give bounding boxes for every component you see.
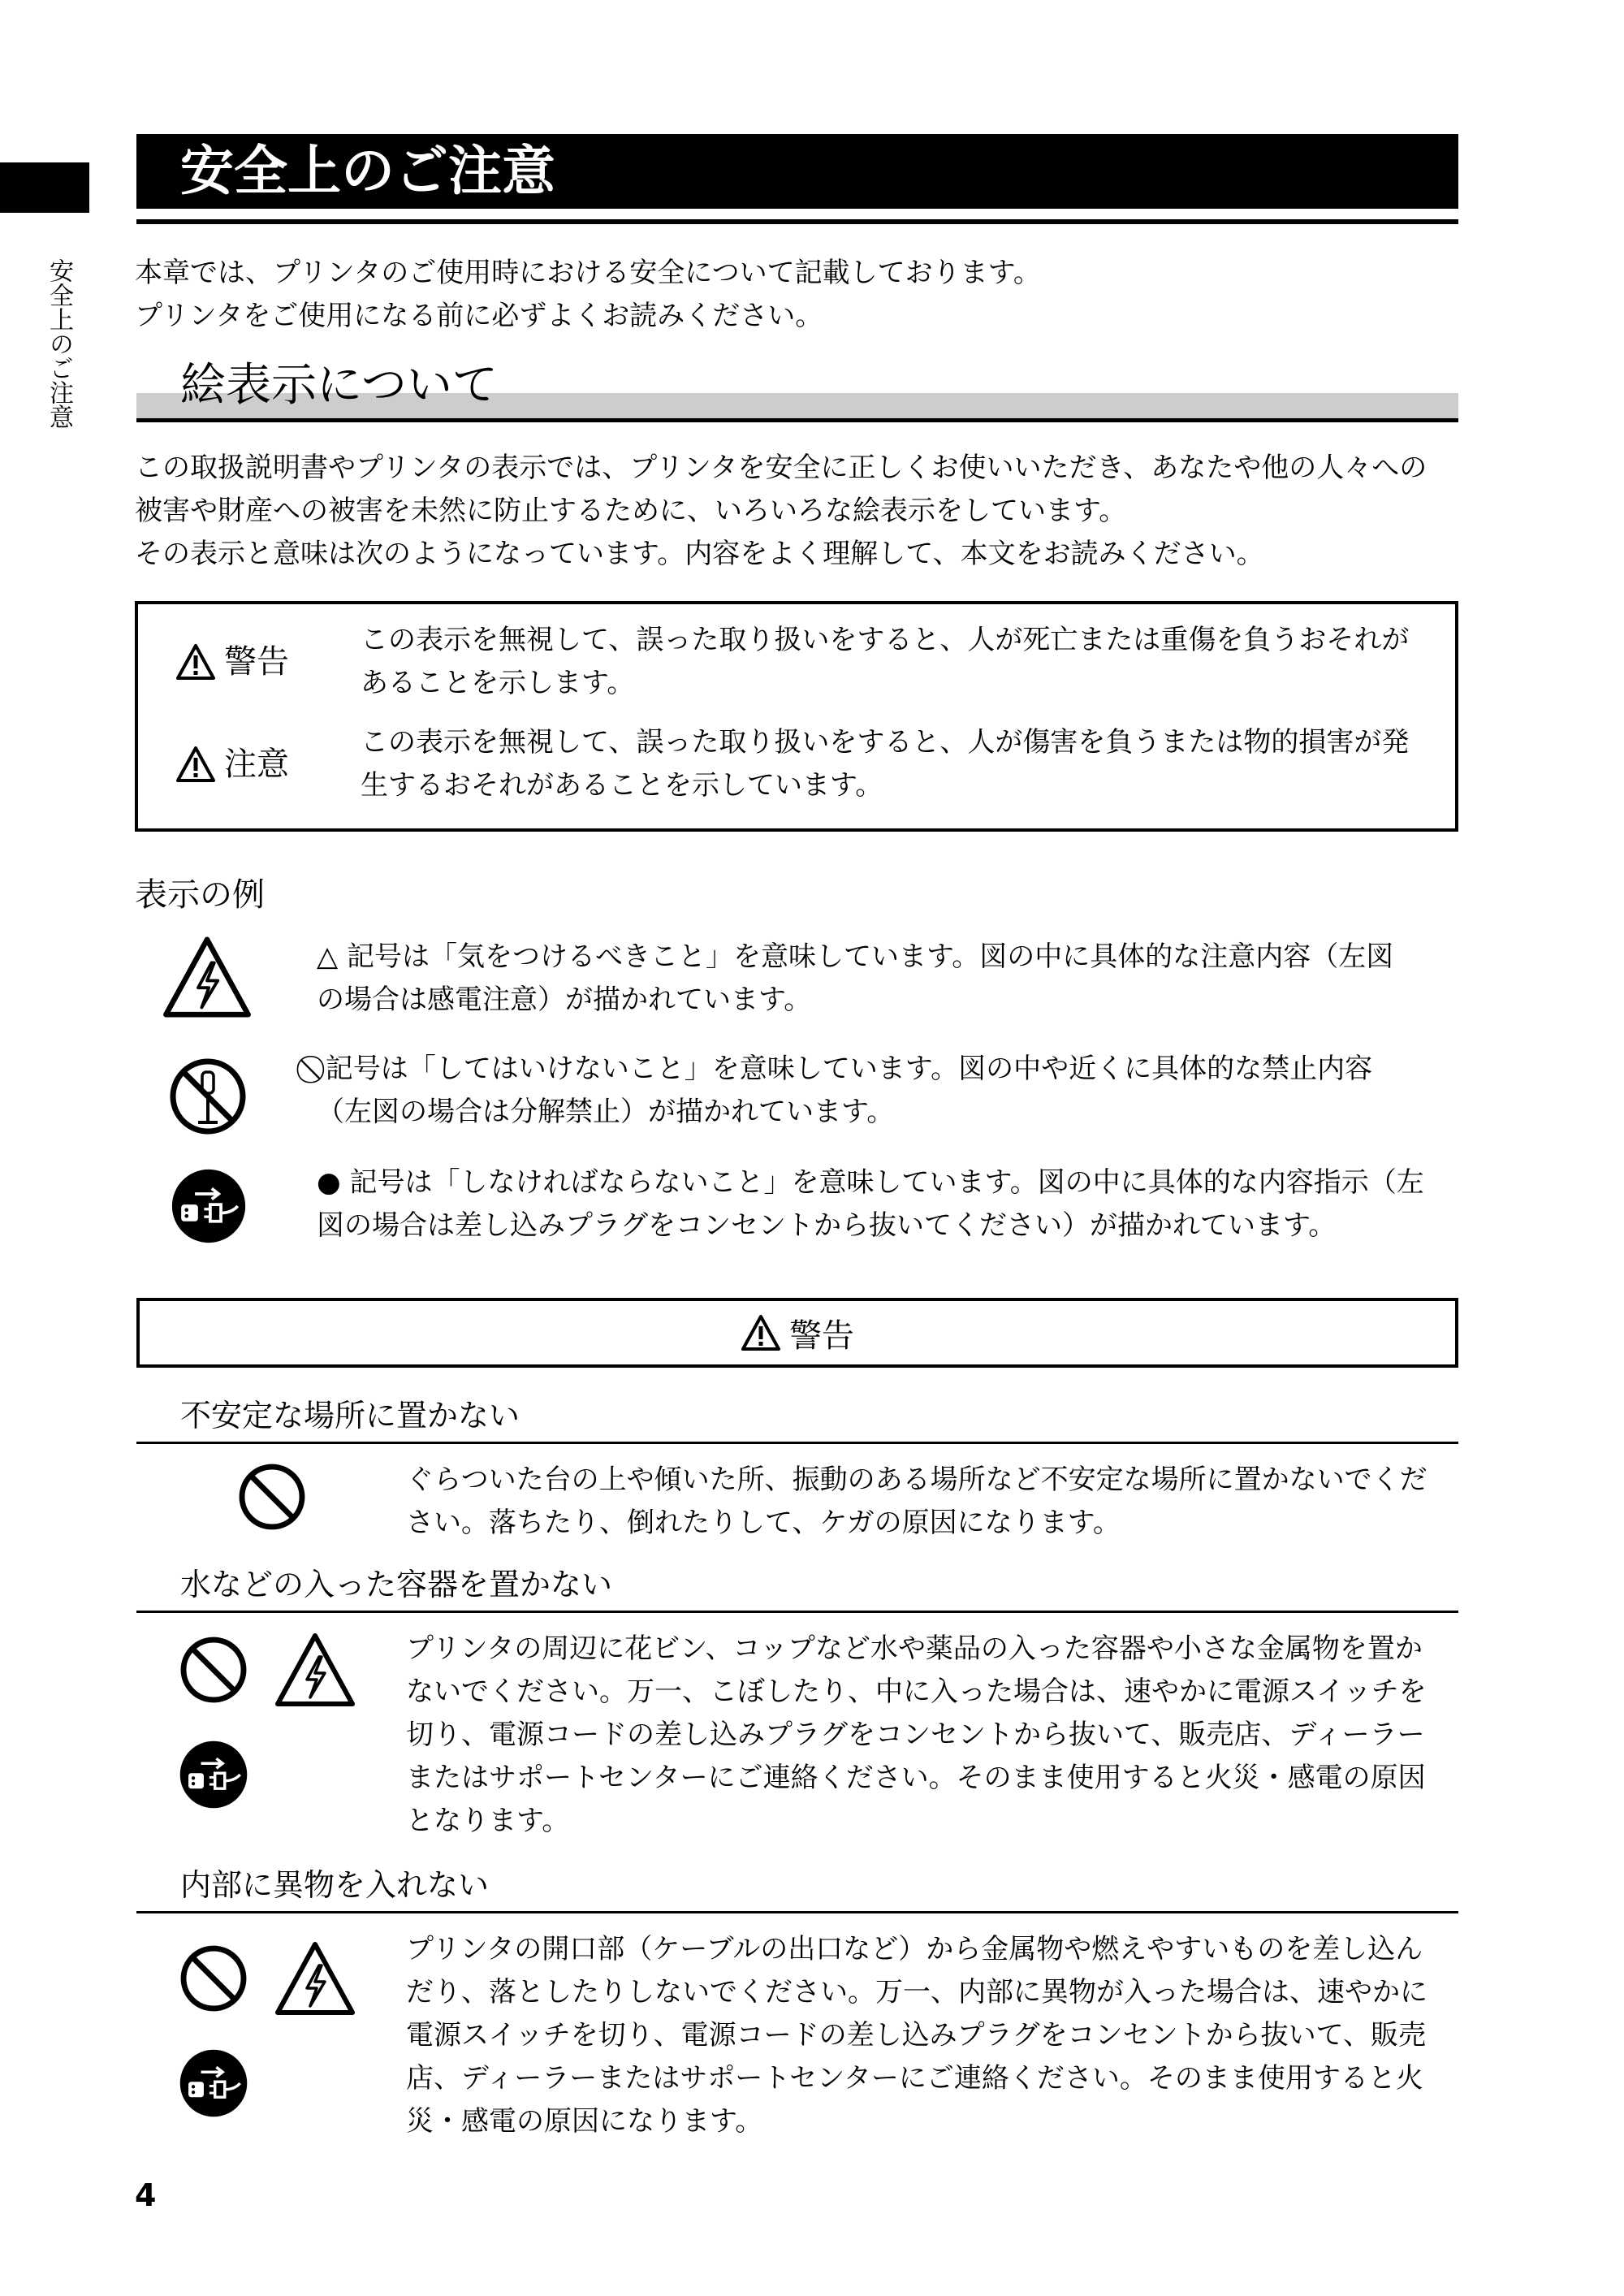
warning-item-2-heading: 水などの入った容器を置かない bbox=[180, 1567, 613, 1602]
legend-warning-label bbox=[175, 642, 289, 682]
electric-shock-warning-icon bbox=[274, 1632, 356, 1707]
examples-title: 表示の例 bbox=[135, 876, 265, 914]
unplug-icon bbox=[179, 2048, 248, 2118]
example-3-line-1: ● 記号は「しなければならないこと」を意味しています。図の中に具体的な内容指示（左 bbox=[317, 1166, 1424, 1199]
no-disassembly-icon bbox=[167, 1056, 248, 1137]
page-title: 安全上のご注意 bbox=[180, 140, 555, 202]
legend-caution-desc-1: この表示を無視して、誤った取り扱いをすると、人が傷害を負うまたは物的損害が発 bbox=[361, 726, 1410, 759]
picto-description-line-1: この取扱説明書やプリンタの表示では、プリンタを安全に正しくお使いいただき、あなたや他の人々への bbox=[135, 452, 1427, 484]
title-divider bbox=[136, 219, 1458, 224]
legend-caution-label bbox=[175, 744, 289, 785]
warning-section-title: 警告 bbox=[789, 1317, 854, 1355]
legend-warning-desc-2: あることを示します。 bbox=[361, 667, 635, 699]
warning-item-3-line-4: 店、ディーラーまたはサポートセンターにご連絡ください。そのまま使用すると火 bbox=[406, 2062, 1423, 2095]
warning-item-3-divider bbox=[136, 1911, 1458, 1913]
example-2-line-1: ⃠ 記号は「してはいけないこと」を意味しています。図の中や近くに具体的な禁止内容 bbox=[317, 1053, 1373, 1085]
side-chapter-label: 安全上のご注意 bbox=[45, 258, 73, 429]
legend-warning-text: 警告 bbox=[224, 643, 289, 681]
example-2-line-2: （左図の場合は分解禁止）が描かれています。 bbox=[317, 1096, 895, 1128]
warning-section-header bbox=[136, 1298, 1458, 1368]
example-1-line-2: の場合は感電注意）が描かれています。 bbox=[317, 984, 812, 1016]
caution-triangle-icon bbox=[175, 746, 216, 783]
legend-caution-text: 注意 bbox=[224, 746, 289, 783]
prohibition-icon bbox=[237, 1462, 307, 1532]
electric-shock-warning-icon bbox=[162, 936, 252, 1018]
warning-item-2-line-1: プリンタの周辺に花ビン、コップなど水や薬品の入った容器や小さな金属物を置か bbox=[406, 1632, 1423, 1665]
section-title: 絵表示について bbox=[180, 359, 498, 412]
prohibition-icon bbox=[179, 1944, 248, 2013]
electric-shock-warning-icon bbox=[274, 1941, 356, 2016]
warning-item-2-divider bbox=[136, 1611, 1458, 1613]
warning-item-1-divider bbox=[136, 1442, 1458, 1444]
intro-line-2: プリンタをご使用になる前に必ずよくお読みください。 bbox=[135, 300, 823, 332]
intro-line-1: 本章では、プリンタのご使用時における安全について記載しております。 bbox=[135, 257, 1041, 289]
warning-item-2-line-2: ないでください。万一、こぼしたり、中に入った場合は、速やかに電源スイッチを bbox=[406, 1676, 1427, 1708]
warning-item-2-line-5: となります。 bbox=[406, 1805, 570, 1837]
warning-item-1-heading: 不安定な場所に置かない bbox=[180, 1398, 520, 1433]
warning-item-3-line-1: プリンタの開口部（ケーブルの出口など）から金属物や燃えやすいものを差し込ん bbox=[406, 1933, 1423, 1965]
legend-caution-desc-2: 生するおそれがあることを示しています。 bbox=[361, 769, 883, 802]
warning-item-2-line-3: 切り、電源コードの差し込みプラグをコンセントから抜いて、販売店、ディーラー bbox=[406, 1719, 1425, 1751]
page-number: 4 bbox=[135, 2177, 157, 2213]
unplug-icon bbox=[179, 1740, 248, 1810]
warning-triangle-icon bbox=[175, 643, 216, 681]
warning-item-3-line-3: 電源スイッチを切り、電源コードの差し込みプラグをコンセントから抜いて、販売 bbox=[406, 2019, 1426, 2052]
unplug-icon bbox=[171, 1168, 247, 1244]
picto-description-line-3: その表示と意味は次のようになっています。内容をよく理解して、本文をお読みください。 bbox=[135, 538, 1264, 570]
example-1-line-1: △ 記号は「気をつけるべきこと」を意味しています。図の中に具体的な注意内容（左図 bbox=[317, 940, 1394, 973]
example-3-line-2: 図の場合は差し込みプラグをコンセントから抜いてください）が描かれています。 bbox=[317, 1209, 1337, 1242]
warning-item-3-heading: 内部に異物を入れない bbox=[180, 1867, 490, 1903]
warning-item-3-line-2: だり、落としたりしないでください。万一、内部に異物が入った場合は、速やかに bbox=[406, 1976, 1427, 2008]
legend-warning-desc-1: この表示を無視して、誤った取り扱いをすると、人が死亡または重傷を負うおそれが bbox=[361, 624, 1410, 656]
warning-item-2-line-4: またはサポートセンターにご連絡ください。そのまま使用すると火災・感電の原因 bbox=[406, 1762, 1426, 1794]
section-divider bbox=[136, 418, 1458, 422]
chapter-tab-marker bbox=[0, 162, 89, 213]
warning-item-3-line-5: 災・感電の原因になります。 bbox=[406, 2105, 763, 2138]
warning-item-1-line-1: ぐらついた台の上や傾いた所、振動のある場所など不安定な場所に置かないでくだ bbox=[406, 1464, 1427, 1496]
warning-item-1-line-2: さい。落ちたり、倒れたりして、ケガの原因になります。 bbox=[406, 1507, 1121, 1539]
prohibition-icon bbox=[179, 1635, 248, 1705]
warning-triangle-icon bbox=[741, 1314, 781, 1351]
picto-description-line-2: 被害や財産への被害を未然に防止するために、いろいろな絵表示をしています。 bbox=[135, 495, 1127, 527]
